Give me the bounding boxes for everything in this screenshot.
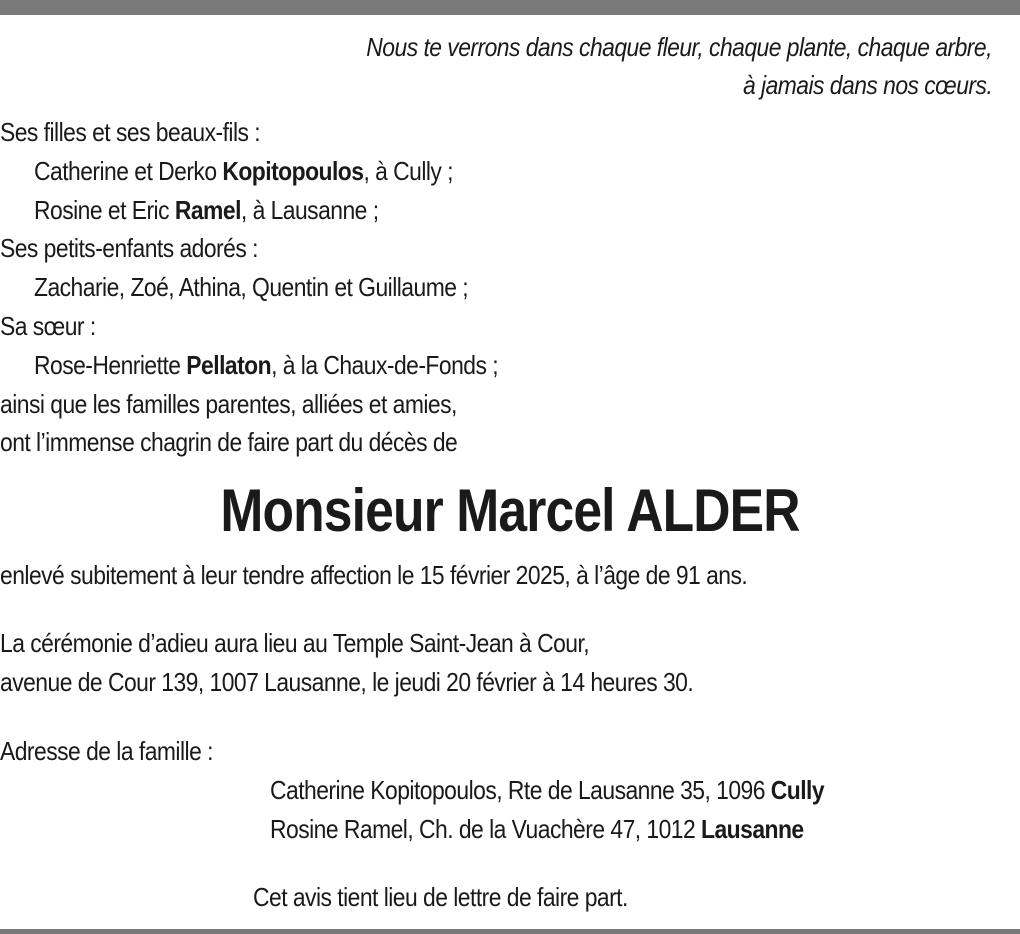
daughter-2-place: , à Lausanne ; <box>240 195 379 225</box>
sister-heading: Sa sœur : <box>0 311 96 341</box>
sister-place: , à la Chaux-de-Fonds ; <box>271 350 499 380</box>
epigraph-line-2: à jamais dans nos cœurs. <box>742 70 992 100</box>
daughter-1-place: , à Cully ; <box>363 156 454 186</box>
daughter-1-first: Catherine et Derko <box>34 156 223 186</box>
daughter-2-last: Ramel <box>174 195 241 225</box>
address-2-text: Rosine Ramel, Ch. de la Vuachère 47, 1012 <box>270 814 702 844</box>
top-border-rule <box>0 0 1020 15</box>
grandchildren-heading: Ses petits-enfants adorés : <box>0 233 258 263</box>
address-line-2 <box>270 813 804 845</box>
address-1-text: Catherine Kopitopoulos, Rte de Lausanne 35, 1096 <box>270 775 771 805</box>
epigraph-line-1: Nous te verrons dans chaque fleur, chaque plante, chaque arbre, <box>366 32 992 62</box>
address-line-1 <box>270 774 824 806</box>
daughter-2-first: Rosine et Eric <box>34 195 175 225</box>
death-line: enlevé subitement à leur tendre affection le 15 février 2025, à l’âge de 91 ans. <box>0 560 748 590</box>
address-1-city: Cully <box>770 775 825 805</box>
address-2-city: Lausanne <box>701 814 804 844</box>
deceased-name: Monsieur Marcel ALDER <box>220 477 800 544</box>
ceremony-line-2: avenue de Cour 139, 1007 Lausanne, le jeudi 20 février à 14 heures 30. <box>0 667 694 697</box>
daughter-1-line <box>34 155 453 187</box>
daughter-1-last: Kopitopoulos <box>222 156 364 186</box>
bottom-border-rule <box>0 929 1020 934</box>
grandchildren-names: Zacharie, Zoé, Athina, Quentin et Guillaume ; <box>34 272 469 302</box>
closing-note: Cet avis tient lieu de lettre de faire part. <box>253 882 628 912</box>
sister-line <box>34 349 498 381</box>
address-heading: Adresse de la famille : <box>0 736 213 766</box>
daughter-2-line <box>34 194 379 226</box>
sister-last: Pellaton <box>186 350 272 380</box>
announcement-line: ont l’immense chagrin de faire part du décès de <box>0 427 458 457</box>
relatives-line: ainsi que les familles parentes, alliées et amies, <box>0 389 457 419</box>
daughters-heading: Ses filles et ses beaux-fils : <box>0 117 261 147</box>
ceremony-line-1: La cérémonie d’adieu aura lieu au Temple Saint-Jean à Cour, <box>0 628 590 658</box>
sister-first: Rose-Henriette <box>34 350 187 380</box>
